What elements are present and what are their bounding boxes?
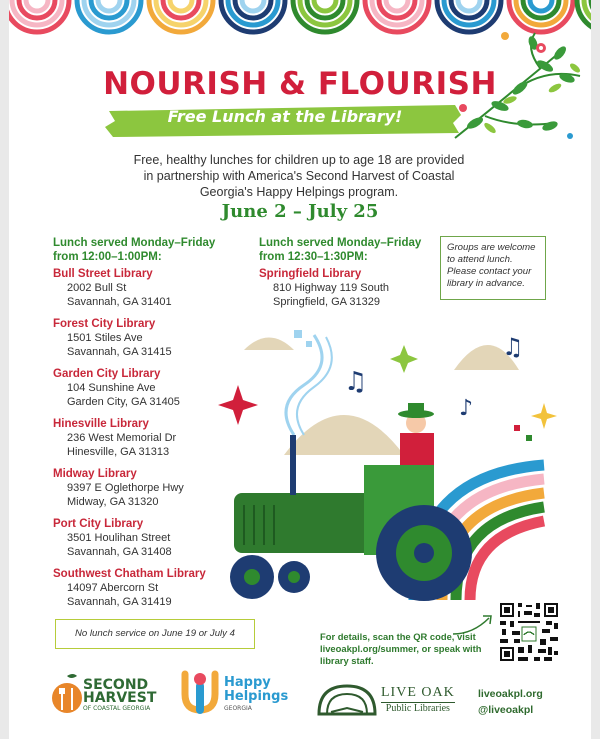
- second-harvest-logo-icon: [51, 672, 83, 716]
- library-address: 3501 Houlihan Street: [67, 532, 171, 544]
- library-address: 236 West Memorial Dr: [67, 432, 177, 444]
- flyer-title: NOURISH & FLOURISH: [103, 66, 497, 102]
- library-city: Savannah, GA 31401: [67, 296, 172, 308]
- social-links: [478, 686, 543, 718]
- library-city: Garden City, GA 31405: [67, 396, 180, 408]
- intro-text: Free, healthy lunches for children up to age 18 are provided in partnership with America's Second Harvest of Coastal Georgia's Happy Helpings program.: [133, 153, 465, 199]
- live-oak-wordmark: LIVE OAK Public Libraries: [381, 685, 455, 714]
- social-handle[interactable]: @liveoakpl: [478, 704, 534, 716]
- library-city: Savannah, GA 31419: [67, 596, 172, 608]
- library-name: Hinesville Library: [53, 418, 149, 430]
- library-city: Hinesville, GA 31313: [67, 446, 170, 458]
- flyer-subtitle: Free Lunch at the Library!: [167, 107, 403, 126]
- library-address: 104 Sunshine Ave: [67, 382, 156, 394]
- library-city: Springfield, GA 31329: [273, 296, 381, 308]
- library-name: Garden City Library: [53, 368, 161, 380]
- library-address: 2002 Bull St: [67, 282, 127, 294]
- live-oak-logo-icon: [315, 682, 379, 718]
- program-dates: June 2 – July 25: [221, 201, 379, 222]
- library-entry: [53, 267, 253, 309]
- library-address: 1501 Stiles Ave: [67, 332, 143, 344]
- second-harvest-wordmark: SECOND HARVEST OF COASTAL GEORGIA: [83, 677, 157, 712]
- library-city: Savannah, GA 31415: [67, 346, 172, 358]
- library-name: Springfield Library: [259, 268, 362, 280]
- svg-text:♪: ♪: [459, 396, 474, 421]
- library-name: Midway Library: [53, 468, 137, 480]
- library-address: 14097 Abercorn St: [67, 582, 159, 594]
- svg-text:♫: ♫: [502, 333, 524, 361]
- details-text: For details, scan the QR code, visit liveoakpl.org/summer, or speak with library staff.: [320, 631, 482, 666]
- website-link[interactable]: liveoakpl.org: [478, 688, 543, 700]
- schedule-right-header: Lunch served Monday–Friday from 12:30–1:30PM:: [259, 237, 422, 263]
- schedule-left-header: Lunch served Monday–Friday from 12:00–1:00PM:: [53, 237, 216, 263]
- groups-note: Groups are welcome to attend lunch. Please contact your library in advance.: [440, 236, 546, 300]
- library-name: Port City Library: [53, 518, 144, 530]
- library-name: Southwest Chatham Library: [53, 568, 206, 580]
- no-lunch-note: No lunch service on June 19 or July 4: [55, 619, 255, 649]
- library-city: Midway, GA 31320: [67, 496, 159, 508]
- library-city: Savannah, GA 31408: [67, 546, 172, 558]
- tractor-illustration: [214, 315, 574, 610]
- schedule-right: [259, 236, 434, 317]
- library-entry: [259, 267, 434, 309]
- happy-helpings-wordmark: Happy Helpings GEORGIA: [224, 675, 289, 712]
- library-name: Bull Street Library: [53, 268, 153, 280]
- qr-code[interactable]: [498, 601, 560, 663]
- flyer: [9, 0, 591, 739]
- library-address: 9397 E Oglethorpe Hwy: [67, 482, 184, 494]
- library-address: 810 Highway 119 South: [273, 282, 389, 294]
- library-name: Forest City Library: [53, 318, 156, 330]
- svg-text:♫: ♫: [344, 367, 368, 397]
- happy-helpings-logo-icon: [179, 670, 221, 716]
